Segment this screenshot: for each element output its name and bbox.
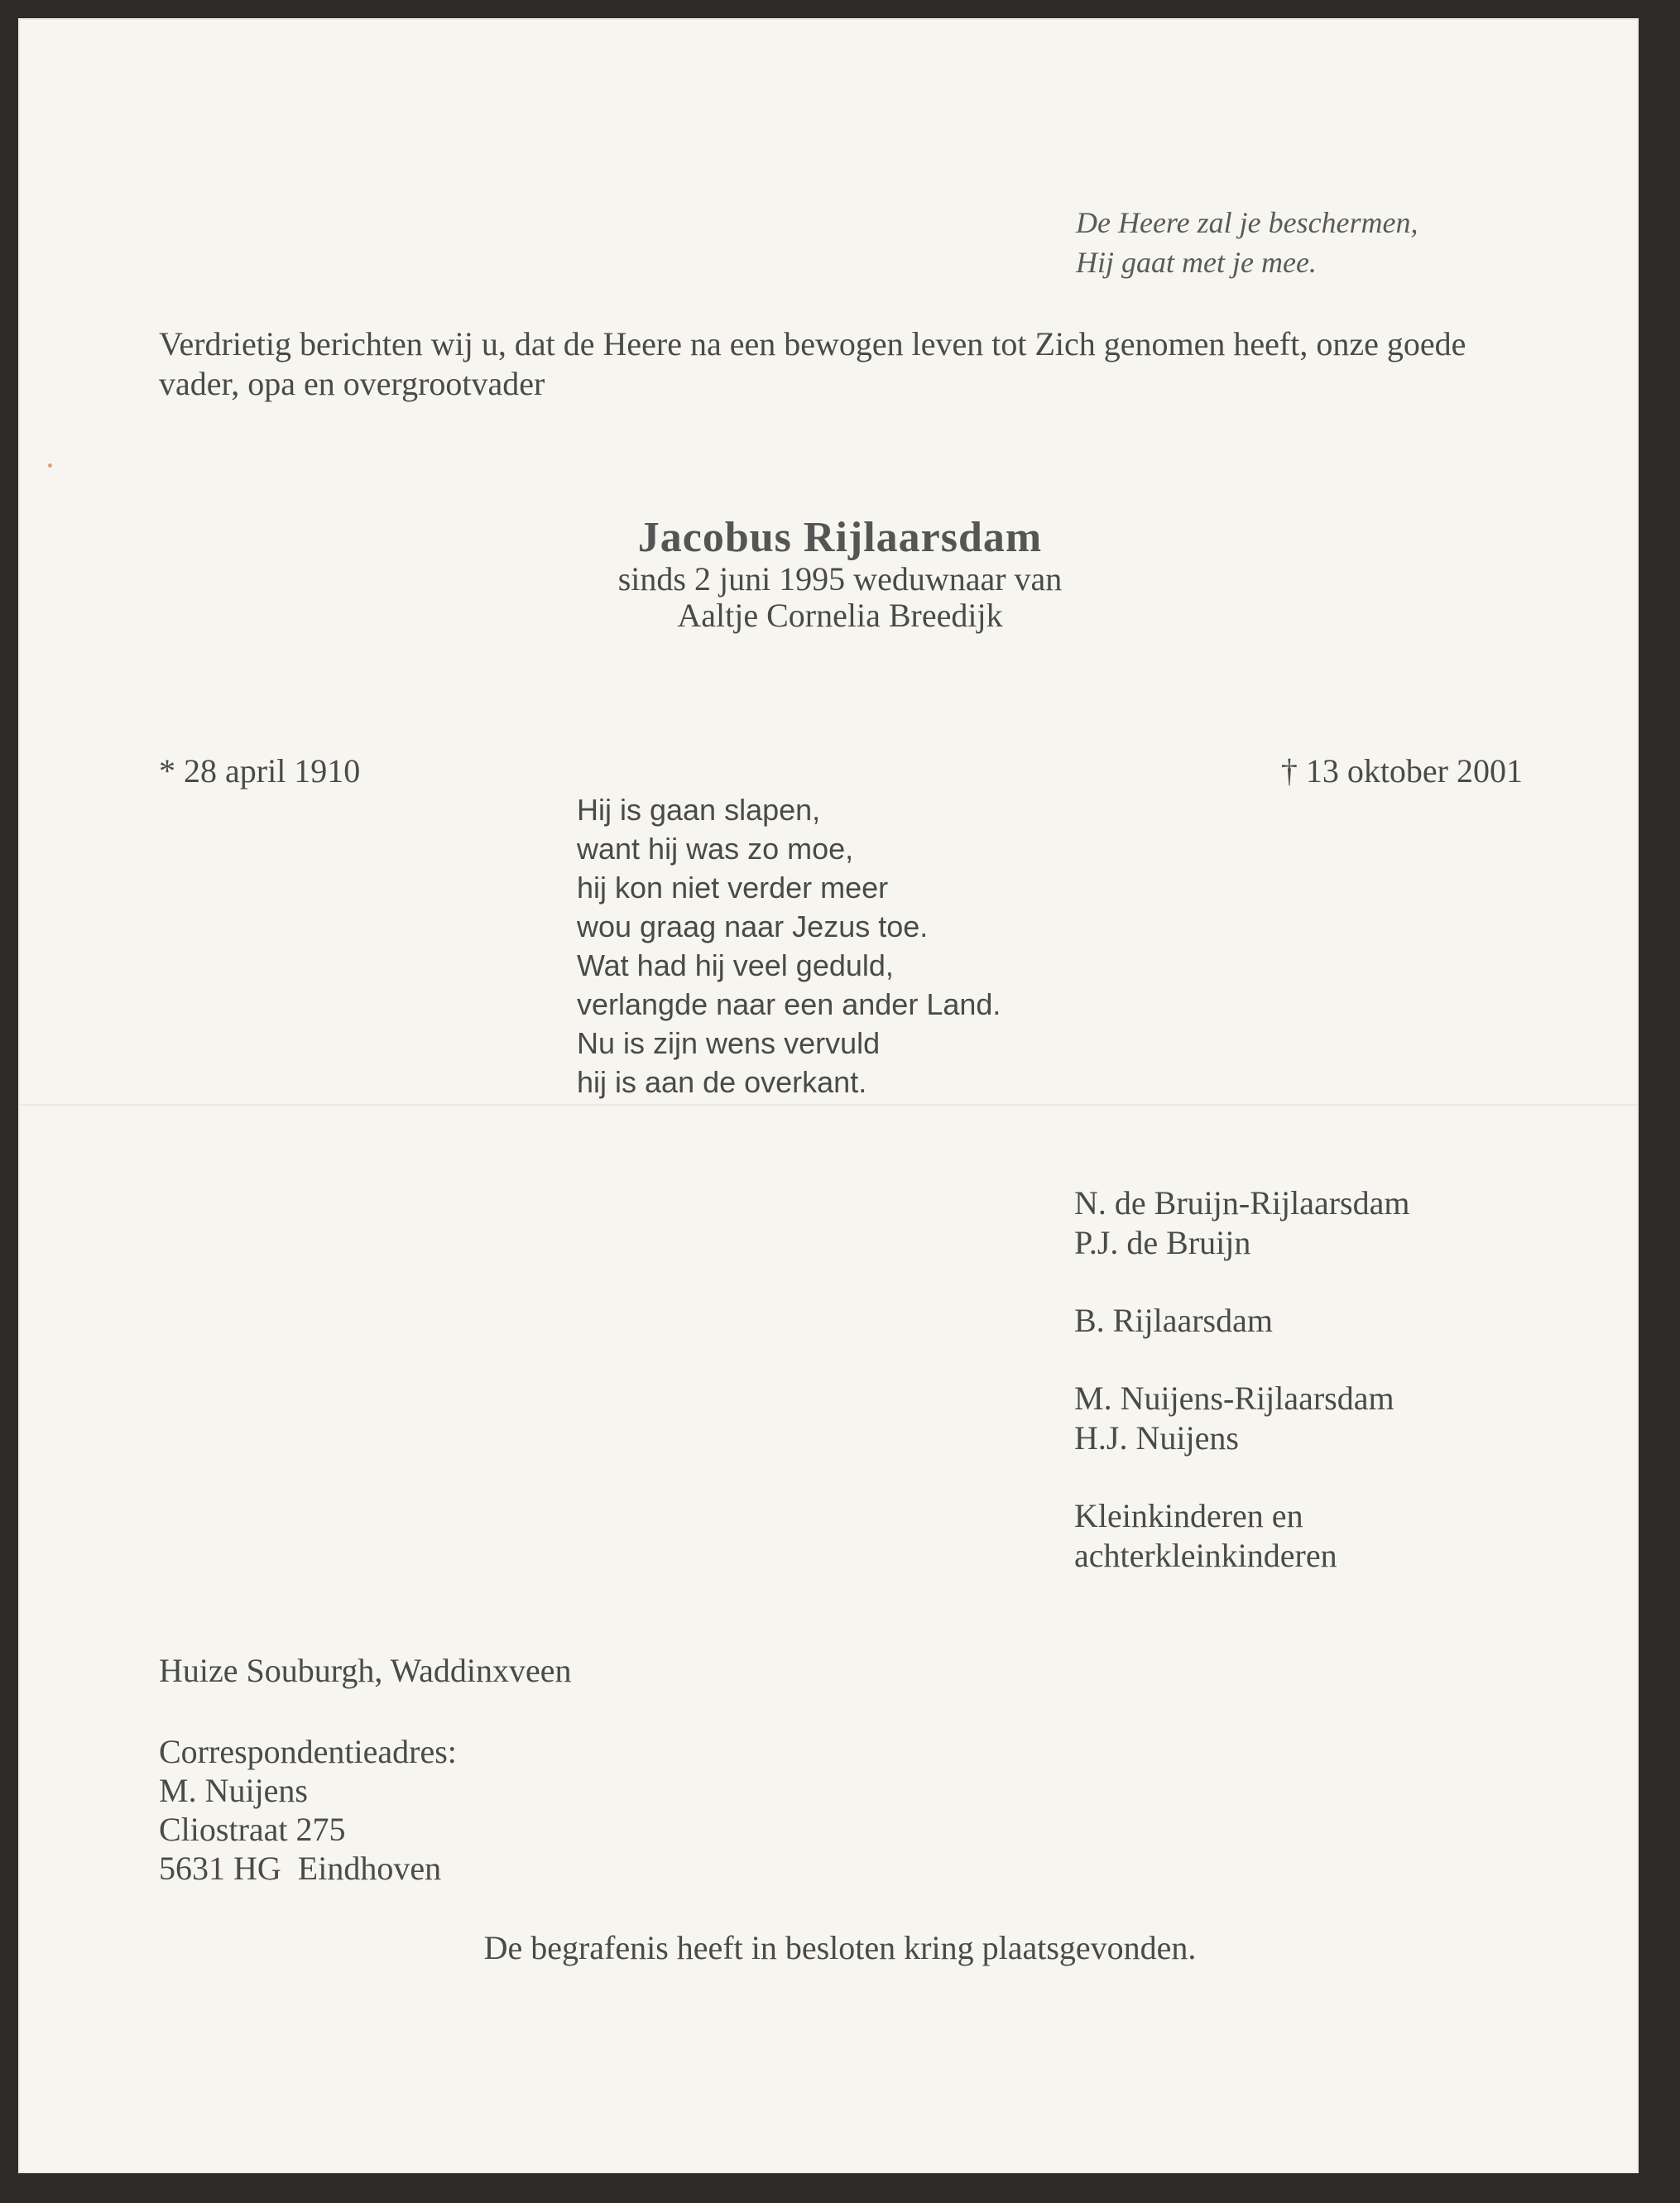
poem-line: Wat had hij veel geduld, xyxy=(577,948,894,982)
poem-line: wou graag naar Jezus toe. xyxy=(577,910,929,943)
residence: Huize Souburgh, Waddinxveen xyxy=(159,1652,572,1689)
family-member: H.J. Nuijens xyxy=(1074,1419,1239,1457)
family-member: B. Rijlaarsdam xyxy=(1074,1302,1273,1339)
poem-line: hij is aan de overkant. xyxy=(577,1065,867,1099)
motto-line: Hij gaat met je mee. xyxy=(1076,246,1317,279)
motto-line: De Heere zal je beschermen, xyxy=(1076,206,1418,239)
bible-motto xyxy=(1076,203,1539,282)
spouse-name: Aaltje Cornelia Breedijk xyxy=(677,597,1003,634)
address-line: Correspondentieadres: xyxy=(159,1733,457,1770)
correspondence-address xyxy=(159,1732,738,1888)
paper-speck xyxy=(48,463,52,468)
poem xyxy=(577,790,1156,1102)
family-member: N. de Bruijn-Rijlaarsdam xyxy=(1074,1184,1410,1221)
birth-date: * 28 april 1910 xyxy=(159,752,361,790)
family-list xyxy=(1074,1183,1538,1576)
address-line: M. Nuijens xyxy=(159,1772,308,1809)
announcement-text: Verdrietig berichten wij u, dat de Heere na een bewogen leven tot Zich genomen heeft, onze goede vader, opa en overgrootvader xyxy=(159,325,1466,402)
family-member: M. Nuijens-Rijlaarsdam xyxy=(1074,1380,1394,1417)
poem-line: verlangde naar een ander Land. xyxy=(577,987,1001,1021)
family-member: Kleinkinderen en xyxy=(1074,1497,1303,1534)
widower-line: sinds 2 juni 1995 weduwnaar van xyxy=(617,560,1063,598)
poem-line: want hij was zo moe, xyxy=(577,832,854,866)
poem-line: Hij is gaan slapen, xyxy=(577,793,821,827)
family-member: achterkleinkinderen xyxy=(1074,1537,1337,1574)
poem-line: Nu is zijn wens vervuld xyxy=(577,1026,881,1060)
deceased-name: Jacobus Rijlaarsdam xyxy=(637,514,1043,561)
fold-line xyxy=(18,1104,1639,1106)
address-line: 5631 HG Eindhoven xyxy=(159,1850,442,1887)
family-member: P.J. de Bruijn xyxy=(1074,1224,1251,1261)
death-date: † 13 oktober 2001 xyxy=(1280,752,1523,790)
address-line: Cliostraat 275 xyxy=(159,1811,346,1848)
funeral-note: De begrafenis heeft in besloten kring plaatsgevonden. xyxy=(483,1929,1197,1966)
poem-line: hij kon niet verder meer xyxy=(577,871,889,905)
